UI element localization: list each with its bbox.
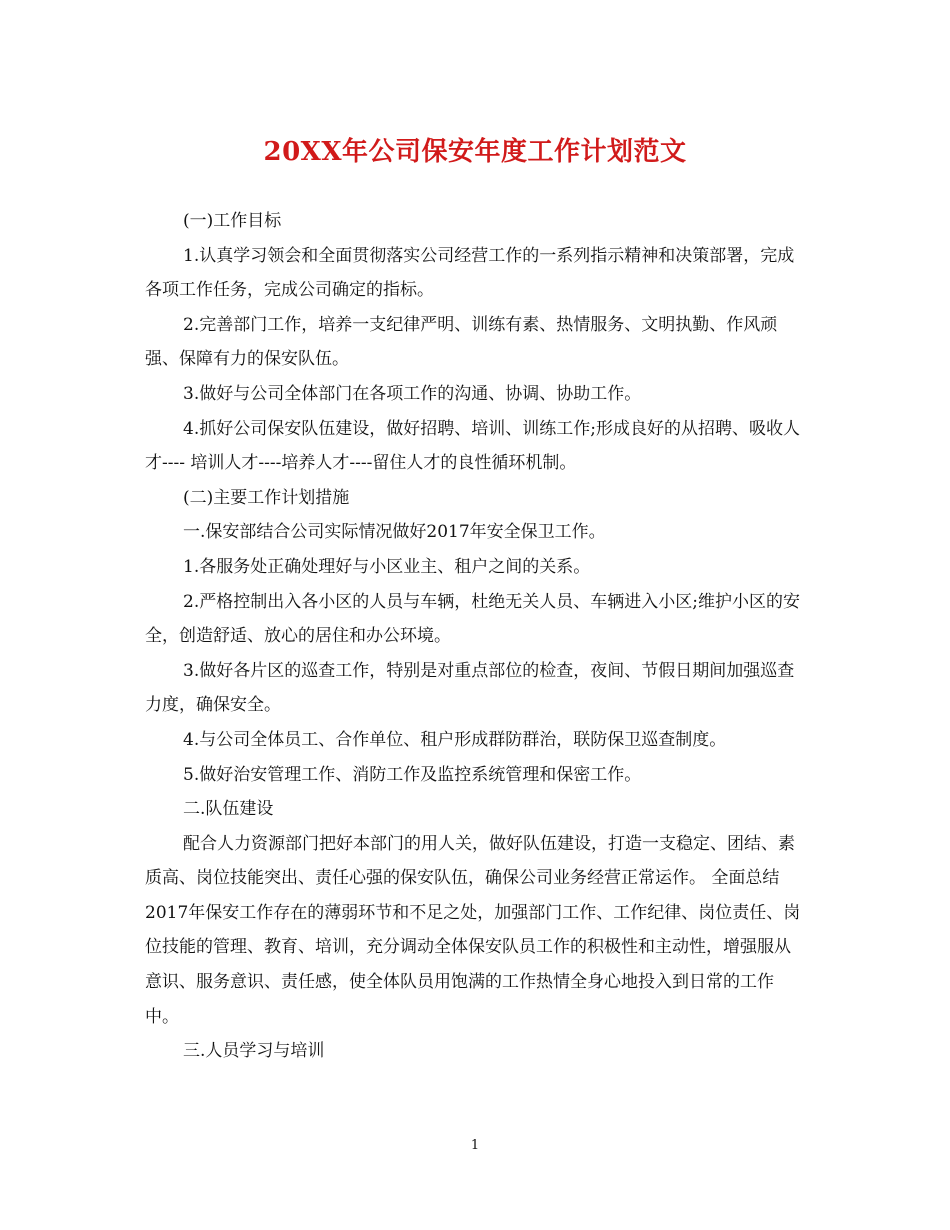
paragraph: 4.抓好公司保安队伍建设，做好招聘、培训、训练工作;形成良好的从招聘、吸收人才---- 培训人才----培养人才----留住人才的良性循环机制。 — [145, 418, 800, 474]
paragraph: 一.保安部结合公司实际情况做好2017年安全保卫工作。 — [183, 522, 606, 543]
paragraph-section-heading: 二.队伍建设 — [183, 799, 274, 820]
paragraph: 2.严格控制出入各小区的人员与车辆，杜绝无关人员、车辆进入小区;维护小区的安全，创造舒适、放心的居住和办公环境。 — [145, 591, 800, 647]
paragraph-section-heading: (一)工作目标 — [183, 211, 282, 231]
document-body — [145, 204, 805, 1069]
paragraph: 1.各服务处正确处理好与小区业主、租户之间的关系。 — [183, 556, 591, 577]
paragraph: 5.做好治安管理工作、消防工作及监控系统管理和保密工作。 — [183, 764, 642, 785]
paragraph: 3.做好各片区的巡查工作，特别是对重点部位的检查，夜间、节假日期间加强巡查力度，确保安全。 — [145, 660, 795, 716]
paragraph: 配合人力资源部门把好本部门的用人关，做好队伍建设，打造一支稳定、团结、素质高、岗位技能突出、责任心强的保安队伍，确保公司业务经营正常运作。 全面总结2017年保安工作存在的薄弱环节和不足之处，加强部门工作、工作纪律、岗位责任、岗位技能的管理、教育、培训，充分调动全体保安队员工作的积极性和主动性，增强服从意识、服务意识、责任感，使全体队员用饱满的工作热情全身心地投入到日常的工作中。 — [145, 833, 801, 1027]
paragraph-section-heading: (二)主要工作计划措施 — [183, 487, 350, 508]
paragraph-section-heading: 三.人员学习与培训 — [183, 1041, 325, 1062]
paragraph: 3.做好与公司全体部门在各项工作的沟通、协调、协助工作。 — [183, 383, 642, 404]
paragraph: 2.完善部门工作，培养一支纪律严明、训练有素、热情服务、文明执勤、作风顽强、保障有力的保安队伍。 — [145, 314, 778, 370]
paragraph: 1.认真学习领会和全面贯彻落实公司经营工作的一系列指示精神和决策部署，完成各项工作任务，完成公司确定的指标。 — [145, 245, 795, 301]
paragraph: 4.与公司全体员工、合作单位、租户形成群防群治，联防保卫巡查制度。 — [183, 729, 727, 750]
document-title: 20XX年公司保安年度工作计划范文 — [263, 137, 687, 167]
page-number: 1 — [470, 1138, 480, 1153]
